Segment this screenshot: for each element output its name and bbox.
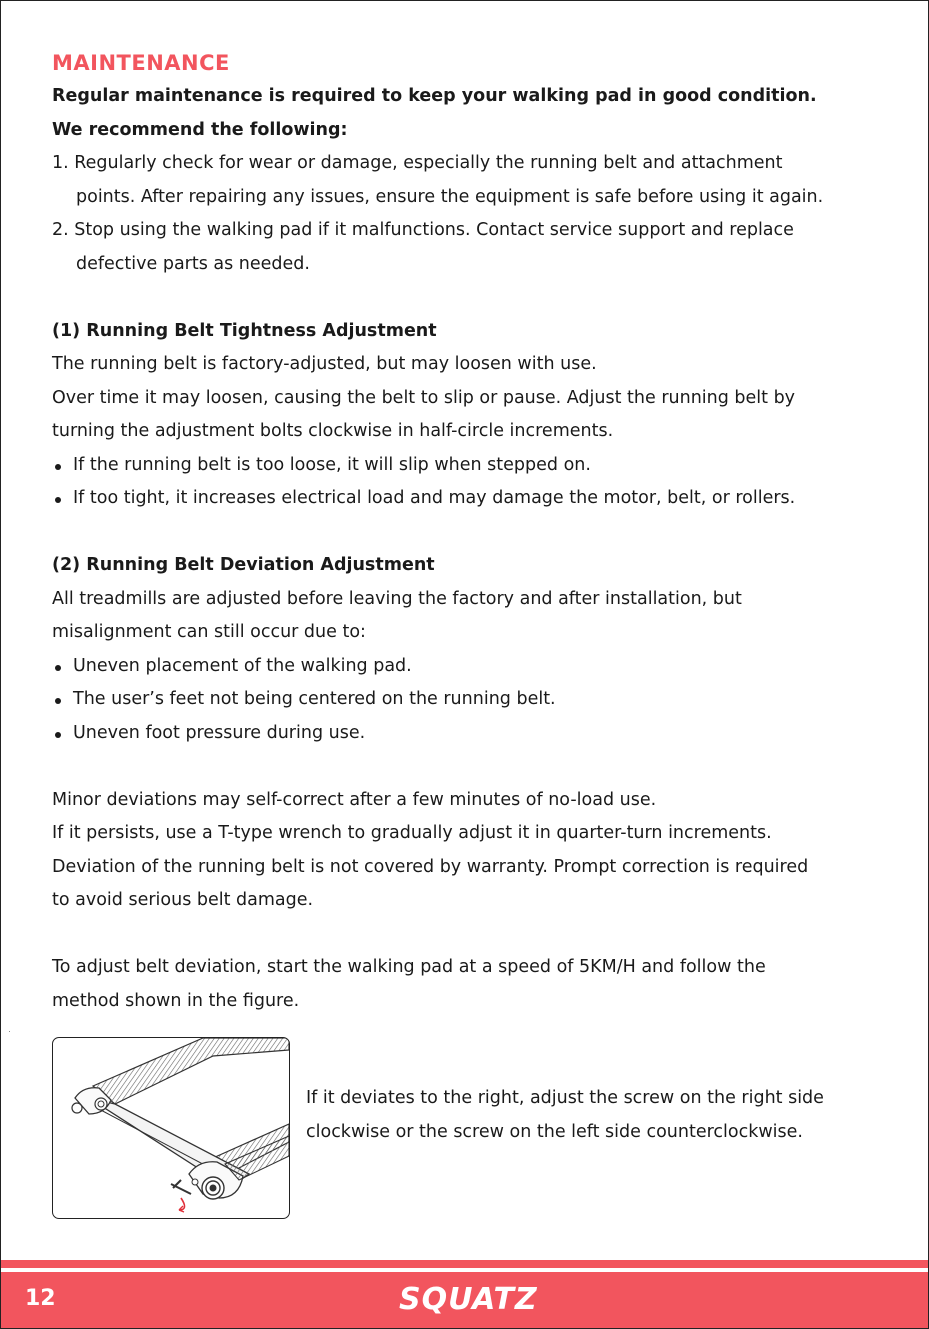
belt-adjustment-figure bbox=[52, 1037, 290, 1219]
bullet-item: If too tight, it increases electrical load and may damage the motor, belt, or rollers. bbox=[52, 482, 892, 516]
paragraph-line: Deviation of the running belt is not covered by warranty. Prompt correction is required bbox=[52, 856, 809, 877]
spacer bbox=[52, 516, 892, 550]
spacer bbox=[52, 918, 892, 952]
main-content bbox=[52, 46, 892, 1018]
bullet-item: The user’s feet not being centered on the running belt. bbox=[52, 683, 892, 717]
paragraph-line: to avoid serious belt damage. bbox=[52, 890, 314, 910]
bullet-item: Uneven placement of the walking pad. bbox=[52, 650, 892, 684]
paragraph-line: The running belt is factory-adjusted, but may loosen with use. bbox=[52, 354, 597, 374]
brand-logo: SQUATZ bbox=[399, 1282, 538, 1317]
paragraph-line: Minor deviations may self-correct after a few minutes of no-load use. bbox=[52, 789, 657, 810]
page-number: 12 bbox=[25, 1286, 56, 1311]
section-heading: (2) Running Belt Deviation Adjustment bbox=[52, 555, 435, 575]
spacer bbox=[52, 750, 892, 784]
recommendation-item: 2. Stop using the walking pad if it malfunctions. Contact service support and replace bbox=[52, 220, 794, 240]
figure-caption bbox=[306, 1082, 896, 1149]
recommendation-item-continued: defective parts as needed. bbox=[76, 253, 310, 274]
spacer bbox=[52, 281, 892, 315]
walking-pad-illustration bbox=[53, 1038, 289, 1218]
recommendation-item-continued: points. After repairing any issues, ensure the equipment is safe before using it again. bbox=[76, 186, 824, 207]
section-heading: (1) Running Belt Tightness Adjustment bbox=[52, 320, 437, 341]
caption-line: clockwise or the screw on the left side counterclockwise. bbox=[306, 1121, 803, 1142]
paragraph-line: turning the adjustment bolts clockwise in half-circle increments. bbox=[52, 421, 614, 441]
bullet-item: Uneven foot pressure during use. bbox=[52, 717, 892, 751]
recommendation-item: 1. Regularly check for wear or damage, especially the running belt and attachment bbox=[52, 153, 783, 173]
paragraph-line: Over time it may loosen, causing the belt to slip or pause. Adjust the running belt by bbox=[52, 387, 796, 408]
bullet-item: If the running belt is too loose, it will slip when stepped on. bbox=[52, 449, 892, 483]
intro-line: We recommend the following: bbox=[52, 119, 348, 140]
intro-line: Regular maintenance is required to keep your walking pad in good condition. bbox=[52, 86, 817, 106]
footer-accent-band bbox=[1, 1260, 928, 1268]
paragraph-line: To adjust belt deviation, start the walking pad at a speed of 5KM/H and follow the bbox=[52, 957, 766, 977]
page-footer bbox=[1, 1272, 928, 1328]
paragraph-line: All treadmills are adjusted before leaving the factory and after installation, but bbox=[52, 588, 742, 609]
paragraph-line: If it persists, use a T-type wrench to gradually adjust it in quarter-turn increments. bbox=[52, 823, 772, 843]
page-title: MAINTENANCE bbox=[52, 51, 230, 75]
caption-line: If it deviates to the right, adjust the screw on the right side bbox=[306, 1088, 824, 1108]
paragraph-line: method shown in the figure. bbox=[52, 990, 300, 1011]
paragraph-line: misalignment can still occur due to: bbox=[52, 622, 366, 642]
stray-mark bbox=[9, 1031, 10, 1032]
